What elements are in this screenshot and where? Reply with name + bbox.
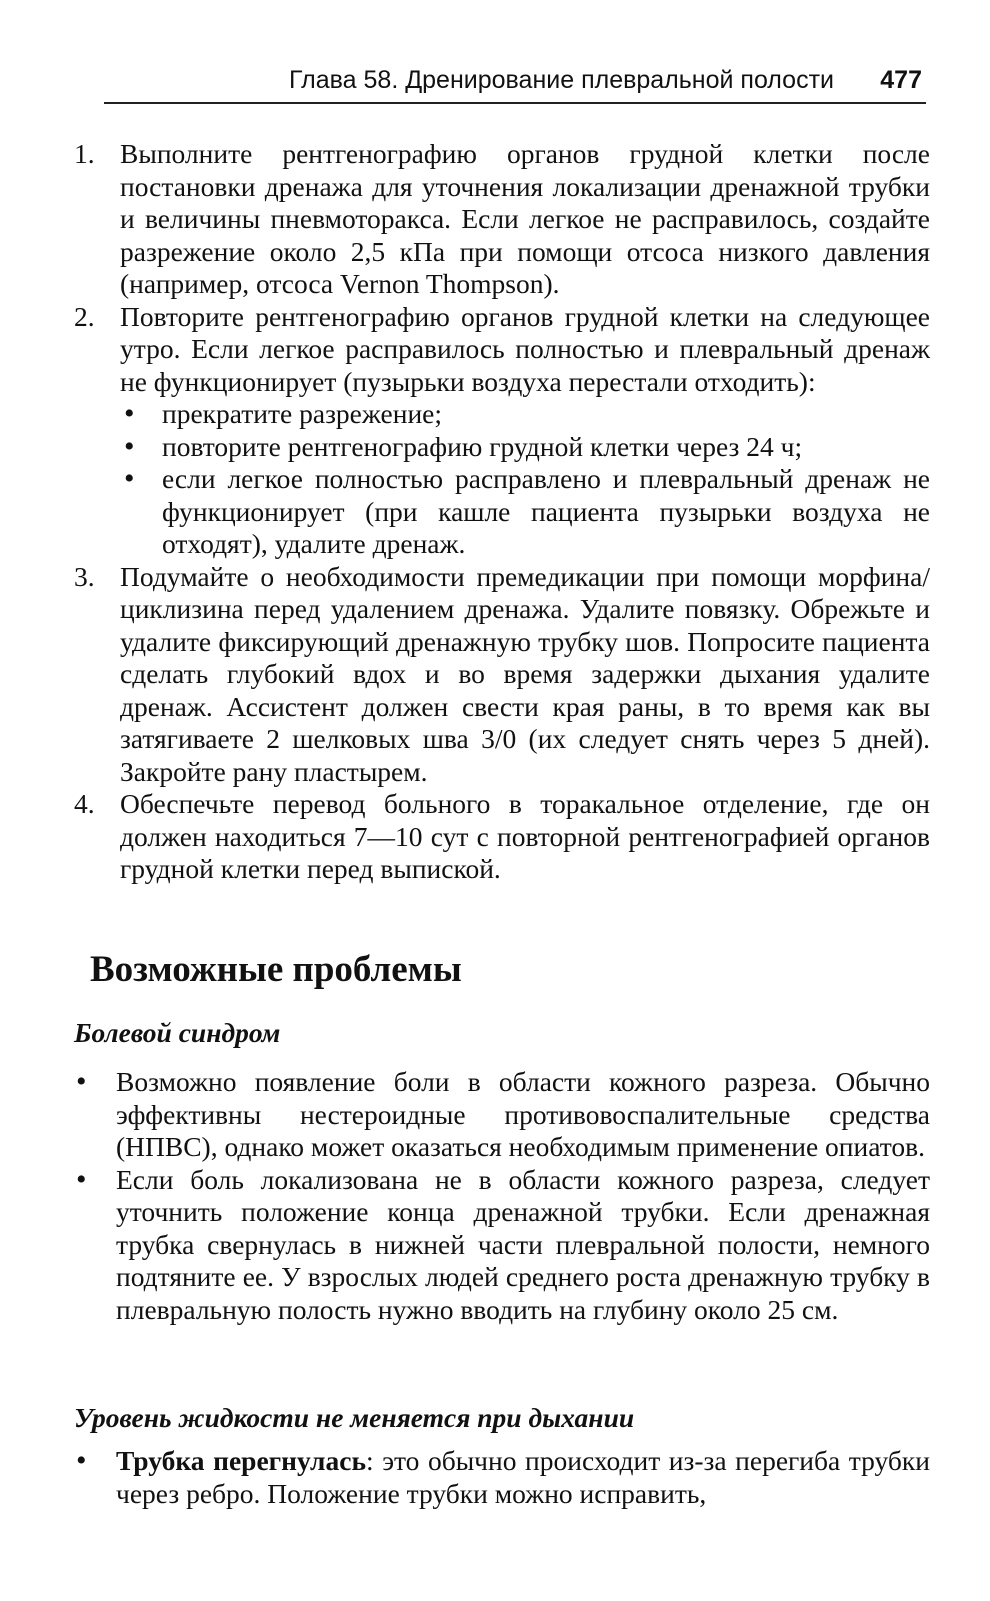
step-text: Подумайте о необходимости премедикации при помощи морфина/циклизина перед удалением дренажа. Удалите повязку. Обрежьте и удалите фиксирующий дренажную трубку шов. Попросите пациента сделать глубокий вдох и во время задержки дыхания удалите дренаж. Ассистент должен свести края раны, в то время как вы затягиваете 2 шелковых шва 3/0 (их следует снять через 5 дней). Закройте рану пластырем. bbox=[120, 560, 930, 787]
bullet-item bbox=[74, 1445, 930, 1510]
step-3 bbox=[74, 561, 930, 789]
step-number: 4. bbox=[74, 788, 95, 819]
bullet-item: • Если боль локализована не в области кожного разреза, следует уточнить положение конца дренажной трубки. Если дренажная трубка свернулась в нижней части плевральной полости, немного подтяните ее. У взрослых людей среднего роста дренажную трубку в плевральную полость нужно вводить на глубину около 25 см. bbox=[74, 1164, 930, 1327]
bullet-item: • прекратите разрежение; bbox=[120, 398, 930, 431]
chapter-title: Глава 58. Дренирование плевральной полости bbox=[289, 66, 834, 94]
step-text: Выполните рентгенографию органов грудной клетки после постановки дренажа для уточнения локализации дренажной трубки и величины пневмоторакса. Если легкое не расправилось, создайте разрежение около 2,5 кПа при помощи отсоса низкого давления (например, отсоса Vernon Thompson). bbox=[120, 138, 930, 299]
step-text: Обеспечьте перевод больного в торакальное отделение, где он должен находиться 7—10 сут с повторной рентгенографией органов грудной клетки перед выпиской. bbox=[120, 788, 930, 884]
step-4 bbox=[74, 788, 930, 886]
section-title: Возможные проблемы bbox=[90, 949, 462, 990]
step-number: 2. bbox=[74, 300, 95, 332]
page-number: 477 bbox=[880, 66, 922, 94]
bullet-item: • если легкое полностью расправлено и плевральный дренаж не функционирует (при кашле пациента пузырьки воздуха не отходят), удалите дренаж. bbox=[120, 463, 930, 561]
step-2 bbox=[74, 301, 930, 561]
subheading-fluid-level: Уровень жидкости не меняется при дыхании bbox=[74, 1402, 635, 1433]
bullet-text: : это обычно происходит из-за перегиба трубки через ребро. Положение трубки можно исправить, bbox=[116, 1445, 930, 1509]
subheading-pain: Болевой синдром bbox=[74, 1017, 281, 1048]
bullet-item: • повторите рентгенографию грудной клетки через 24 ч; bbox=[120, 431, 930, 464]
pain-bullet-list bbox=[74, 1066, 930, 1326]
step-number: 1. bbox=[74, 138, 95, 169]
bullet-lead: Трубка перегнулась bbox=[116, 1445, 366, 1476]
fluid-bullet-list bbox=[74, 1445, 930, 1510]
step-number: 3. bbox=[74, 560, 95, 592]
step-2-bullets bbox=[120, 398, 930, 561]
running-header bbox=[104, 62, 926, 104]
bullet-item: • Возможно появление боли в области кожного разреза. Обычно эффективны нестероидные противовоспалительные средства (НПВС), однако может оказаться необходимым применение опиатов. bbox=[74, 1066, 930, 1164]
numbered-steps bbox=[74, 138, 930, 886]
step-1 bbox=[74, 138, 930, 301]
step-text: Повторите рентгенографию органов грудной клетки на следующее утро. Если легкое расправилось полностью и плевральный дренаж не функционирует (пузырьки воздуха перестали отходить): bbox=[120, 300, 930, 397]
